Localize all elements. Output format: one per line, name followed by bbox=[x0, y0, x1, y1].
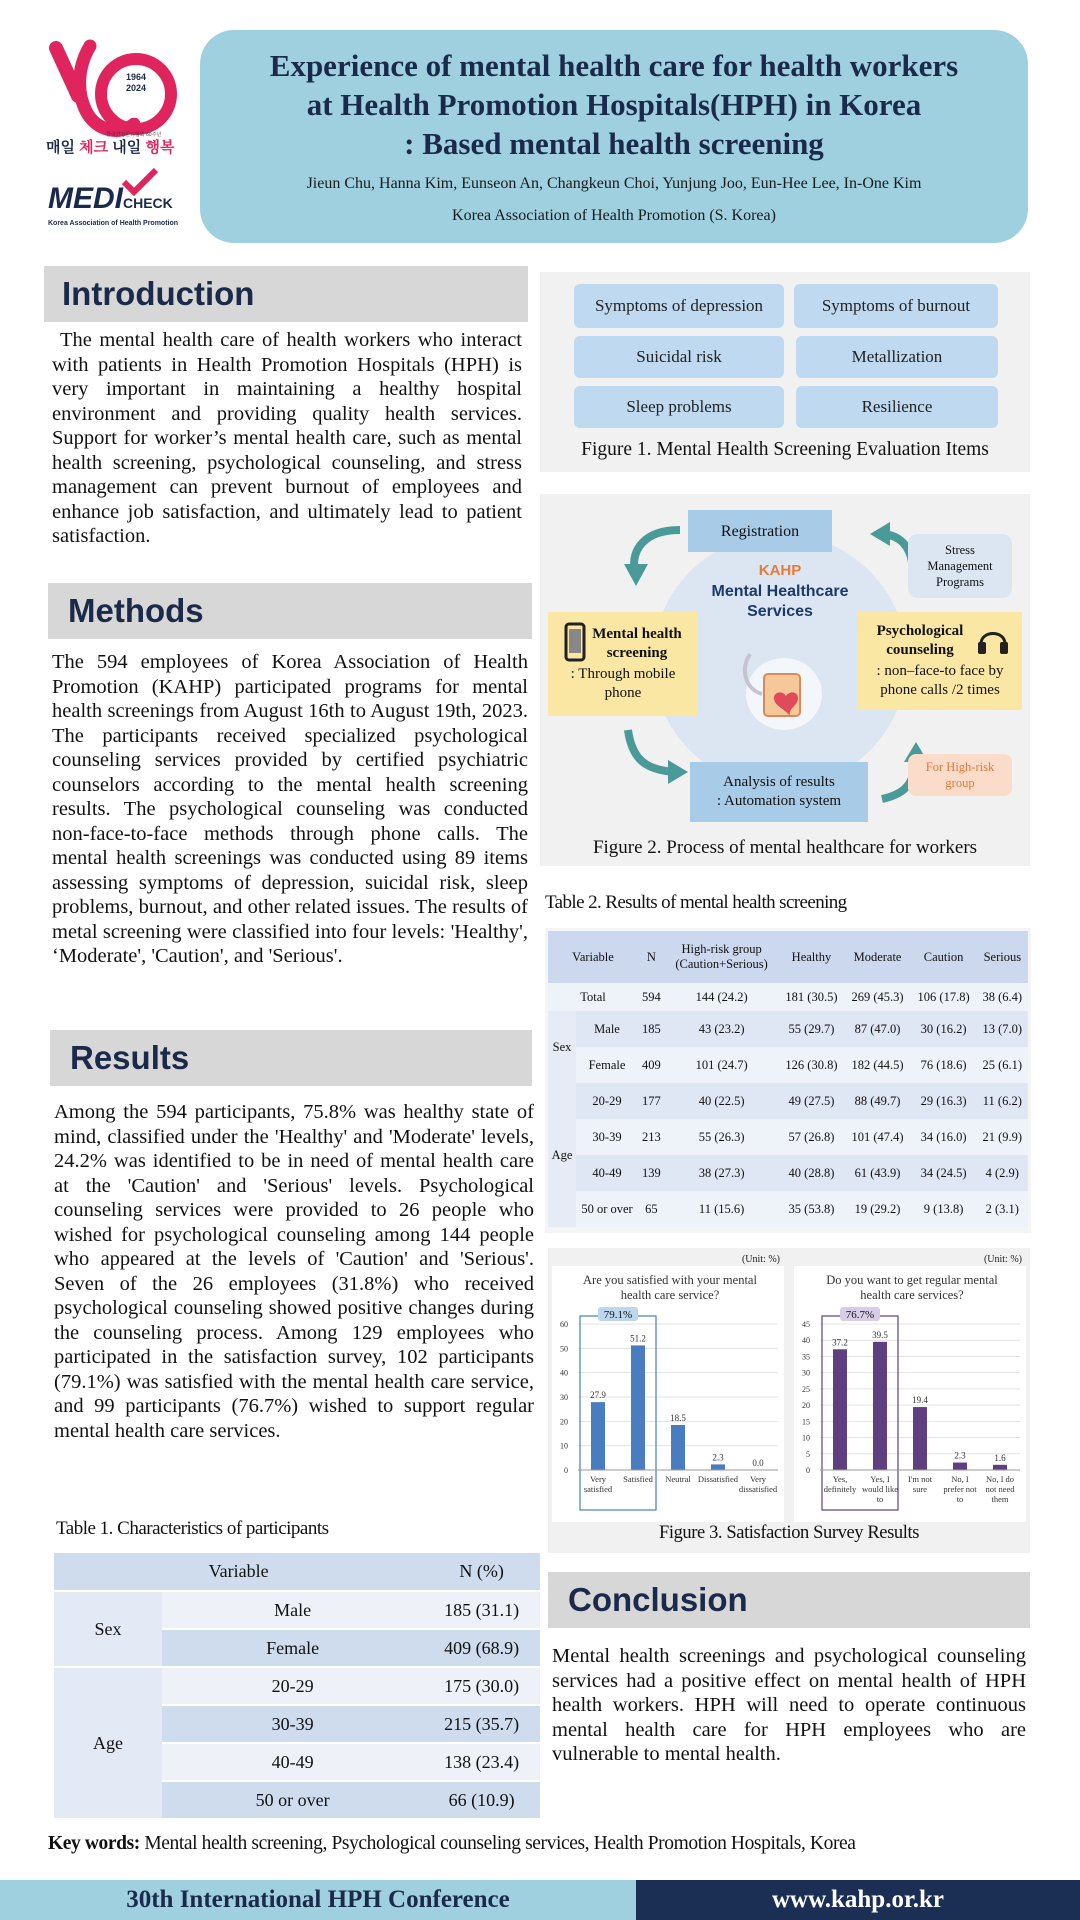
table1-caption: Table 1. Characteristics of participants bbox=[56, 1518, 329, 1539]
table1-cell: 185 (31.1) bbox=[423, 1591, 540, 1629]
table2-cell: 57 (26.8) bbox=[778, 1119, 844, 1155]
table2-cell: Total bbox=[548, 983, 638, 1011]
y-tick-label: 45 bbox=[802, 1320, 810, 1329]
table2-header: Caution bbox=[911, 931, 977, 983]
table2-cell: 101 (24.7) bbox=[665, 1047, 779, 1083]
bar-value-label: 27.9 bbox=[590, 1390, 606, 1401]
title-banner bbox=[200, 30, 1028, 243]
logo-org: Korea Association of Health Promotion bbox=[48, 220, 179, 227]
table1-cell: 50 or over bbox=[162, 1781, 423, 1819]
y-tick-label: 30 bbox=[560, 1393, 568, 1402]
table-row bbox=[548, 1155, 1028, 1191]
stress-management-step: Stress Management Programs bbox=[908, 534, 1012, 598]
table2-cell: 181 (30.5) bbox=[778, 983, 844, 1011]
results-text: Among the 594 participants, 75.8% was healthy state of mind, classified under the 'Healthy' and 'Moderate' levels, 24.2% was identified to be in need of mental health care at the 'Caution' and 'Serious' levels. Psychological counseling services were provided to 26 people who wished for psychological counseling among 144 people who appeared at the levels of 'Caution' and 'Serious'. Seven of the 26 employees (31.8%) who received psychological counseling showed positive changes during the counseling process. Among 129 employees who participated in the satisfaction survey, 102 participants (79.1%) was satisfied with the mental health care service, and 99 participants (76.7%) wished to support regular mental health care services. bbox=[54, 1101, 534, 1442]
bar-value-label: 37.2 bbox=[832, 1337, 848, 1348]
bar-value-label: 2.3 bbox=[712, 1452, 724, 1463]
logo bbox=[38, 36, 188, 236]
screening-step bbox=[548, 612, 698, 716]
table-row bbox=[548, 1191, 1028, 1227]
table2-cell: 30-39 bbox=[576, 1119, 638, 1155]
screening-item: Symptoms of depression bbox=[574, 284, 784, 328]
figure1 bbox=[540, 272, 1030, 472]
chart-title: Do you want to get regular mental health care services? bbox=[826, 1273, 998, 1302]
bar bbox=[671, 1425, 685, 1470]
table2-header-row bbox=[548, 931, 1028, 983]
brand-check: CHECK bbox=[123, 195, 173, 211]
table2-cell: 65 bbox=[638, 1191, 665, 1227]
table2-cell: 4 (2.9) bbox=[977, 1155, 1028, 1191]
bar bbox=[993, 1465, 1007, 1470]
methods-text: The 594 employees of Korea Association of Health Promotion (KAHP) participated programs for mental health screenings from August 16th to August 19th, 2023. The participants received specialized psychological counseling services provided by certified psychiatric counselors according to the mental health screening results. The psychological counseling was conducted non-face-to-face methods through phone calls. The mental health screenings was conducted using 89 items assessing symptoms of depression, suicidal risk, sleep problems, burnout, and other related issues. The results of metal screening were classified into four levels: 'Healthy', ‘Moderate', 'Caution', and 'Serious'. bbox=[52, 651, 528, 967]
screening-item: Metallization bbox=[796, 336, 998, 378]
analysis-step-label: Analysis of results : Automation system bbox=[716, 774, 842, 809]
table2-cell: 126 (30.8) bbox=[778, 1047, 844, 1083]
table1-cell: 175 (30.0) bbox=[423, 1667, 540, 1705]
x-tick-label: No, I prefer not to bbox=[943, 1474, 977, 1504]
y-tick-label: 25 bbox=[802, 1384, 810, 1394]
table2 bbox=[548, 931, 1028, 1227]
y-tick-label: 60 bbox=[560, 1320, 568, 1329]
table1 bbox=[54, 1553, 540, 1820]
highlight-label: 79.1% bbox=[603, 1309, 633, 1321]
table2-cell: 40 (28.8) bbox=[778, 1155, 844, 1191]
screening-step-sub: : Through mobile phone bbox=[570, 666, 676, 701]
x-tick-label: I'm not sure bbox=[908, 1474, 932, 1494]
table2-header: Healthy bbox=[778, 931, 844, 983]
table2-cell: 269 (45.3) bbox=[845, 983, 911, 1011]
table2-cell: 34 (16.0) bbox=[911, 1119, 977, 1155]
table2-cell: 144 (24.2) bbox=[665, 983, 779, 1011]
logo-years: 1964 2024 bbox=[125, 72, 147, 93]
table2-cell: 34 (24.5) bbox=[911, 1155, 977, 1191]
bar bbox=[631, 1345, 645, 1470]
x-tick-label: Yes, I would like to bbox=[861, 1474, 899, 1504]
table2-cell: 177 bbox=[638, 1083, 665, 1119]
y-tick-label: 50 bbox=[560, 1344, 568, 1354]
y-tick-label: 10 bbox=[560, 1441, 568, 1451]
bar bbox=[913, 1407, 927, 1470]
table2-cell: 11 (15.6) bbox=[665, 1191, 779, 1227]
table-row bbox=[54, 1667, 540, 1705]
table2-cell: 55 (29.7) bbox=[778, 1011, 844, 1047]
table-row bbox=[548, 1011, 1028, 1047]
chart-unit: (Unit: %) bbox=[741, 1254, 780, 1265]
table2-group-sex: Sex bbox=[548, 1011, 576, 1083]
bar bbox=[873, 1342, 887, 1470]
table1-cell: 20-29 bbox=[162, 1667, 423, 1705]
methods-heading: Methods bbox=[48, 583, 532, 639]
screening-step-title: Mental health screening bbox=[592, 626, 682, 661]
logo-small-text: 한국건강관리협회 60주년 bbox=[106, 132, 162, 138]
title-line-3: : Based mental health screening bbox=[404, 126, 824, 161]
table2-cell: 87 (47.0) bbox=[845, 1011, 911, 1047]
center-org: KAHP bbox=[758, 562, 802, 579]
highlight-label: 76.7% bbox=[845, 1309, 875, 1321]
table2-cell: 29 (16.3) bbox=[911, 1083, 977, 1119]
y-tick-label: 35 bbox=[802, 1352, 810, 1362]
table2-cell: Female bbox=[576, 1047, 638, 1083]
chart-title: Are you satisfied with your mental health care service? bbox=[583, 1273, 757, 1302]
analysis-step bbox=[690, 762, 868, 822]
headphones-icon bbox=[976, 624, 1010, 656]
x-tick-label: Neutral bbox=[665, 1474, 691, 1484]
bar-value-label: 51.2 bbox=[630, 1333, 646, 1344]
y-tick-label: 0 bbox=[806, 1466, 810, 1475]
y-tick-label: 15 bbox=[802, 1417, 810, 1427]
table2-cell: 35 (53.8) bbox=[778, 1191, 844, 1227]
table2-cell: 182 (44.5) bbox=[845, 1047, 911, 1083]
table2-cell: Male bbox=[576, 1011, 638, 1047]
table1-cell: 409 (68.9) bbox=[423, 1629, 540, 1667]
high-risk-label: For High-risk group bbox=[908, 754, 1012, 796]
table1-header-row bbox=[54, 1553, 540, 1591]
table-row bbox=[548, 983, 1028, 1011]
bar bbox=[953, 1463, 967, 1470]
table1-group-sex: Sex bbox=[54, 1591, 162, 1667]
affiliation: Korea Association of Health Promotion (S. Korea) bbox=[452, 207, 776, 224]
table1-cell: 30-39 bbox=[162, 1705, 423, 1743]
table2-cell: 50 or over bbox=[576, 1191, 638, 1227]
table2-group-age: Age bbox=[548, 1083, 576, 1227]
counseling-step-sub: : non–face-to face by phone calls /2 times bbox=[876, 663, 1004, 698]
table2-header: N bbox=[638, 931, 665, 983]
title-line-2: at Health Promotion Hospitals(HPH) in Korea bbox=[306, 87, 922, 122]
conclusion-text: Mental health screenings and psychological counseling services had a positive effect on mental health of HPH health workers. HPH will need to operate continuous mental health care for HPH employees who are vulnerable to mental health. bbox=[552, 1645, 1026, 1765]
table2-cell: 25 (6.1) bbox=[977, 1047, 1028, 1083]
table1-cell: 215 (35.7) bbox=[423, 1705, 540, 1743]
conclusion-heading: Conclusion bbox=[548, 1572, 1030, 1628]
slogan-part-3: 내일 bbox=[108, 139, 146, 156]
table2-cell: 139 bbox=[638, 1155, 665, 1191]
table2-cell: 88 (49.7) bbox=[845, 1083, 911, 1119]
table2-cell: 106 (17.8) bbox=[911, 983, 977, 1011]
checkmark-icon bbox=[120, 166, 160, 196]
table1-group-age: Age bbox=[54, 1667, 162, 1819]
y-tick-label: 5 bbox=[806, 1449, 810, 1459]
slogan-part-2: 체크 bbox=[79, 139, 109, 156]
center-title: Mental Healthcare Services bbox=[711, 583, 849, 620]
y-tick-label: 30 bbox=[802, 1368, 810, 1378]
authors: Jieun Chu, Hanna Kim, Eunseon An, Changkeun Choi, Yunjung Joo, Eun-Hee Lee, In-One Kim bbox=[306, 175, 922, 192]
counseling-step bbox=[858, 612, 1022, 710]
y-tick-label: 0 bbox=[564, 1466, 568, 1475]
slogan-part-4: 행복 bbox=[145, 139, 175, 156]
conference-name: 30th International HPH Conference bbox=[0, 1880, 636, 1920]
table-row bbox=[548, 1119, 1028, 1155]
table2-header: High-risk group (Caution+Serious) bbox=[665, 931, 779, 983]
table2-cell: 76 (18.6) bbox=[911, 1047, 977, 1083]
table1-cell: 138 (23.4) bbox=[423, 1743, 540, 1781]
title-line-1: Experience of mental health care for health workers bbox=[269, 48, 959, 83]
table2-cell: 409 bbox=[638, 1047, 665, 1083]
table2-cell: 61 (43.9) bbox=[845, 1155, 911, 1191]
y-tick-label: 40 bbox=[802, 1336, 810, 1346]
y-tick-label: 20 bbox=[802, 1401, 810, 1411]
brand-medi: MEDI bbox=[48, 182, 123, 215]
screening-item: Suicidal risk bbox=[574, 336, 784, 378]
introduction-heading: Introduction bbox=[44, 266, 528, 322]
table2-cell: 213 bbox=[638, 1119, 665, 1155]
table2-cell: 20-29 bbox=[576, 1083, 638, 1119]
y-tick-label: 20 bbox=[560, 1417, 568, 1427]
screening-item: Resilience bbox=[796, 386, 998, 428]
bar-value-label: 1.6 bbox=[994, 1452, 1006, 1463]
table1-cell: 40-49 bbox=[162, 1743, 423, 1781]
x-tick-label: Very dissatisfied bbox=[738, 1474, 778, 1494]
bar-value-label: 2.3 bbox=[954, 1450, 966, 1461]
table1-cell: Female bbox=[162, 1629, 423, 1667]
table2-cell: 11 (6.2) bbox=[977, 1083, 1028, 1119]
satisfaction-chart bbox=[548, 1248, 788, 1526]
x-tick-label: Satisfied bbox=[623, 1474, 653, 1484]
table2-cell: 43 (23.2) bbox=[665, 1011, 779, 1047]
poster-title bbox=[200, 46, 1028, 163]
table2-cell: 38 (27.3) bbox=[665, 1155, 779, 1191]
x-tick-label: Dissatisfied bbox=[697, 1474, 739, 1484]
bar bbox=[591, 1402, 605, 1470]
table2-cell: 9 (13.8) bbox=[911, 1191, 977, 1227]
y-tick-label: 40 bbox=[560, 1368, 568, 1378]
table2-cell: 30 (16.2) bbox=[911, 1011, 977, 1047]
table2-cell: 185 bbox=[638, 1011, 665, 1047]
table2-cell: 101 (47.4) bbox=[845, 1119, 911, 1155]
table2-header: Variable bbox=[548, 931, 638, 983]
logo-slogan bbox=[46, 136, 174, 157]
figure3-caption: Figure 3. Satisfaction Survey Results bbox=[658, 1523, 920, 1543]
keywords bbox=[48, 1833, 856, 1855]
table2-cell: 21 (9.9) bbox=[977, 1119, 1028, 1155]
table2-cell: 19 (29.2) bbox=[845, 1191, 911, 1227]
table2-cell: 49 (27.5) bbox=[778, 1083, 844, 1119]
table2-caption: Table 2. Results of mental health screening bbox=[545, 892, 847, 913]
figure2-caption: Figure 2. Process of mental healthcare for workers bbox=[592, 837, 978, 858]
counseling-step-title: Psychological counseling bbox=[876, 623, 964, 658]
registration-step: Registration bbox=[688, 510, 832, 552]
keywords-text: Mental health screening, Psychological counseling services, Health Promotion Hospitals, Korea bbox=[139, 1833, 856, 1854]
table2-cell: 38 (6.4) bbox=[977, 983, 1028, 1011]
table1-cell: Male bbox=[162, 1591, 423, 1629]
table1-header-variable: Variable bbox=[54, 1553, 423, 1591]
table-row bbox=[54, 1591, 540, 1629]
table2-cell: 2 (3.1) bbox=[977, 1191, 1028, 1227]
bar-value-label: 39.5 bbox=[872, 1329, 888, 1340]
keywords-label: Key words: bbox=[48, 1833, 140, 1854]
table-row bbox=[548, 1047, 1028, 1083]
figure1-caption: Figure 1. Mental Health Screening Evaluation Items bbox=[581, 439, 989, 460]
table2-cell: 13 (7.0) bbox=[977, 1011, 1028, 1047]
table1-header-n: N (%) bbox=[423, 1553, 540, 1591]
introduction-text: The mental health care of health workers who interact with patients in Health Promotion Hospitals (HPH) is very important in maintaining a healthy hospital environment and providing quality health services. Support for worker’s mental health care, such as mental health screening, psychological counseling, and stress management can prevent burnout of employees and enhance job satisfaction, and ultimately lead to patient satisfaction. bbox=[52, 329, 522, 547]
table2-cell: 40-49 bbox=[576, 1155, 638, 1191]
bar bbox=[833, 1349, 847, 1470]
results-heading: Results bbox=[50, 1030, 532, 1086]
table-row bbox=[548, 1083, 1028, 1119]
bar-value-label: 18.5 bbox=[670, 1412, 686, 1423]
table2-cell: 40 (22.5) bbox=[665, 1083, 779, 1119]
mobile-phone-icon bbox=[564, 622, 586, 662]
bar-value-label: 0.0 bbox=[752, 1458, 764, 1468]
regular-care-chart bbox=[790, 1248, 1030, 1526]
screening-item: Sleep problems bbox=[574, 386, 784, 428]
chart-unit: (Unit: %) bbox=[983, 1254, 1022, 1265]
table2-header: Serious bbox=[977, 931, 1028, 983]
bar-value-label: 19.4 bbox=[912, 1395, 928, 1406]
screening-item: Symptoms of burnout bbox=[794, 284, 998, 328]
y-tick-label: 10 bbox=[802, 1433, 810, 1443]
table1-cell: 66 (10.9) bbox=[423, 1781, 540, 1819]
x-tick-label: No, I do not need them bbox=[985, 1474, 1015, 1504]
figure3 bbox=[548, 1248, 1030, 1553]
x-tick-label: Yes, definitely bbox=[823, 1474, 857, 1494]
bar bbox=[711, 1464, 725, 1470]
table2-cell: 594 bbox=[638, 983, 665, 1011]
table2-cell: 55 (26.3) bbox=[665, 1119, 779, 1155]
figure2 bbox=[540, 494, 1030, 866]
website-url: www.kahp.or.kr bbox=[636, 1880, 1080, 1920]
slogan-part-1: 매일 bbox=[46, 139, 80, 156]
table2-header: Moderate bbox=[845, 931, 911, 983]
x-tick-label: Very satisfied bbox=[583, 1474, 613, 1494]
